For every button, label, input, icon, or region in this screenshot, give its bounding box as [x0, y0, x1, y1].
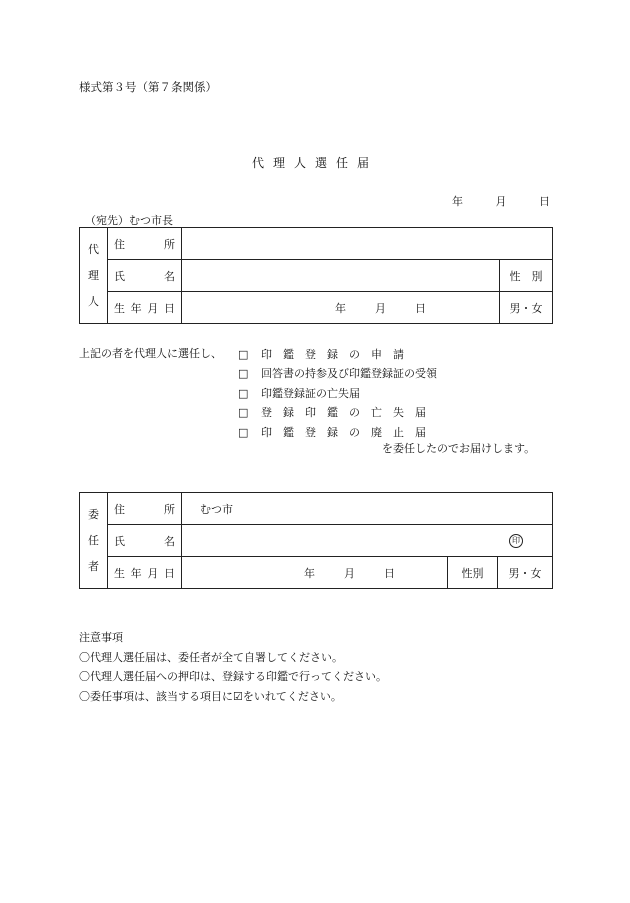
- document-title: 代理人選任届: [251, 156, 378, 170]
- principal-birth-label: 生 年 月 日: [108, 557, 182, 589]
- agent-group-label: 代 理 人: [80, 228, 108, 324]
- delegation-option[interactable]: □ 印 鑑 登 録 の 廃 止 届: [238, 423, 437, 442]
- checkbox[interactable]: □: [238, 406, 249, 420]
- note-item: 〇代理人選任届への押印は、登録する印鑑で行ってください。: [79, 670, 387, 683]
- date-month: 月: [495, 195, 507, 208]
- notes-heading: 注意事項: [79, 631, 123, 644]
- delegation-option[interactable]: □ 印鑑登録証の亡失届: [238, 384, 437, 403]
- delegation-intro: 上記の者を代理人に選任し、: [79, 347, 222, 360]
- note-item: 〇委任事項は、該当する項目に☑をいれてください。: [79, 689, 342, 703]
- seal-mark-icon: 印: [509, 534, 523, 548]
- agent-name-field[interactable]: [182, 260, 500, 292]
- delegation-closing: を委任したのでお届けします。: [382, 442, 536, 455]
- note-item: 〇代理人選任届は、委任者が全て自署してください。: [79, 650, 343, 664]
- principal-table: [79, 492, 553, 589]
- principal-name-field[interactable]: [182, 525, 553, 557]
- principal-gender-choice[interactable]: 男・女: [498, 557, 553, 589]
- agent-address-label: 住 所: [108, 228, 182, 260]
- agent-table: [79, 227, 553, 324]
- agent-gender-label: 性 別: [500, 260, 553, 292]
- checkbox[interactable]: □: [238, 386, 249, 400]
- checkbox[interactable]: □: [238, 367, 249, 381]
- delegation-option[interactable]: □ 印 鑑 登 録 の 申 請: [238, 345, 437, 364]
- delegation-option[interactable]: □ 登 録 印 鑑 の 亡 失 届: [238, 403, 437, 422]
- checkbox[interactable]: □: [238, 348, 249, 361]
- addressee: （宛先）むつ市長: [85, 214, 173, 227]
- principal-address-value: むつ市: [200, 502, 233, 516]
- notes-section: [79, 628, 387, 706]
- submission-date: [452, 193, 550, 209]
- agent-gender-choice[interactable]: 男・女: [500, 292, 553, 324]
- date-year: 年: [452, 195, 463, 208]
- agent-address-field[interactable]: [182, 228, 553, 260]
- checkbox[interactable]: □: [238, 425, 249, 439]
- delegation-options: [238, 345, 437, 442]
- form-number: 様式第３号（第７条関係）: [79, 80, 217, 94]
- agent-name-label: 氏 名: [108, 260, 182, 292]
- principal-gender-label: 性別: [448, 557, 498, 589]
- delegation-option[interactable]: □ 回答書の持参及び印鑑登録証の受領: [238, 364, 437, 383]
- date-day: 日: [539, 195, 550, 208]
- principal-name-label: 氏 名: [108, 525, 182, 557]
- principal-address-label: 住 所: [108, 493, 182, 525]
- checked-box-icon: ☑: [233, 689, 243, 703]
- principal-group-label: 委 任 者: [80, 493, 108, 589]
- principal-birth-date-field[interactable]: 年 月 日: [182, 557, 448, 589]
- agent-birth-date-field[interactable]: 年 月 日: [182, 292, 500, 324]
- principal-address-field[interactable]: [182, 493, 553, 525]
- agent-birth-label: 生 年 月 日: [108, 292, 182, 324]
